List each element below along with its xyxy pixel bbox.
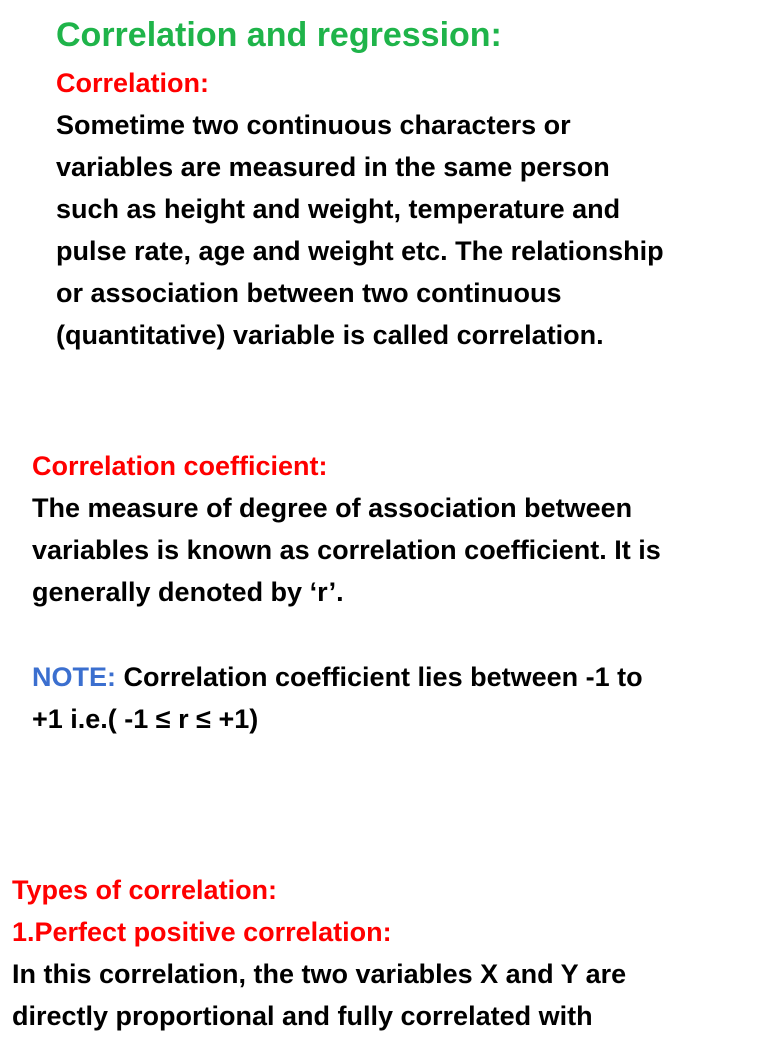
note-block <box>32 656 643 740</box>
text-line: generally denoted by ‘r’. <box>32 577 344 607</box>
note-text: Correlation coefficient lies between -1 to <box>116 662 643 692</box>
correlation-definition <box>56 104 664 356</box>
text-line: variables are measured in the same person <box>56 152 610 182</box>
coefficient-heading: Correlation coefficient: <box>32 451 328 481</box>
note-label: NOTE: <box>32 662 116 692</box>
text-line: or association between two continuous <box>56 278 562 308</box>
types-heading: Types of correlation: <box>12 875 278 905</box>
text-line: In this correlation, the two variables X and Y are <box>12 959 627 989</box>
perfect-positive-definition <box>12 953 626 1037</box>
coefficient-definition <box>32 487 661 613</box>
perfect-positive-heading: 1.Perfect positive correlation: <box>12 917 392 947</box>
text-line: The measure of degree of association between <box>32 493 633 523</box>
text-line: variables is known as correlation coefficient. It is <box>32 535 661 565</box>
text-line: directly proportional and fully correlated with <box>12 1001 593 1031</box>
correlation-heading: Correlation: <box>56 68 210 98</box>
text-line: (quantitative) variable is called correlation. <box>56 320 604 350</box>
text-line: such as height and weight, temperature and <box>56 194 621 224</box>
text-line: pulse rate, age and weight etc. The relationship <box>56 236 664 266</box>
page-title: Correlation and regression: <box>56 16 502 54</box>
note-line <box>32 656 643 698</box>
text-line: Sometime two continuous characters or <box>56 110 571 140</box>
note-range-line: +1 i.e.( -1 ≤ r ≤ +1) <box>32 704 259 734</box>
